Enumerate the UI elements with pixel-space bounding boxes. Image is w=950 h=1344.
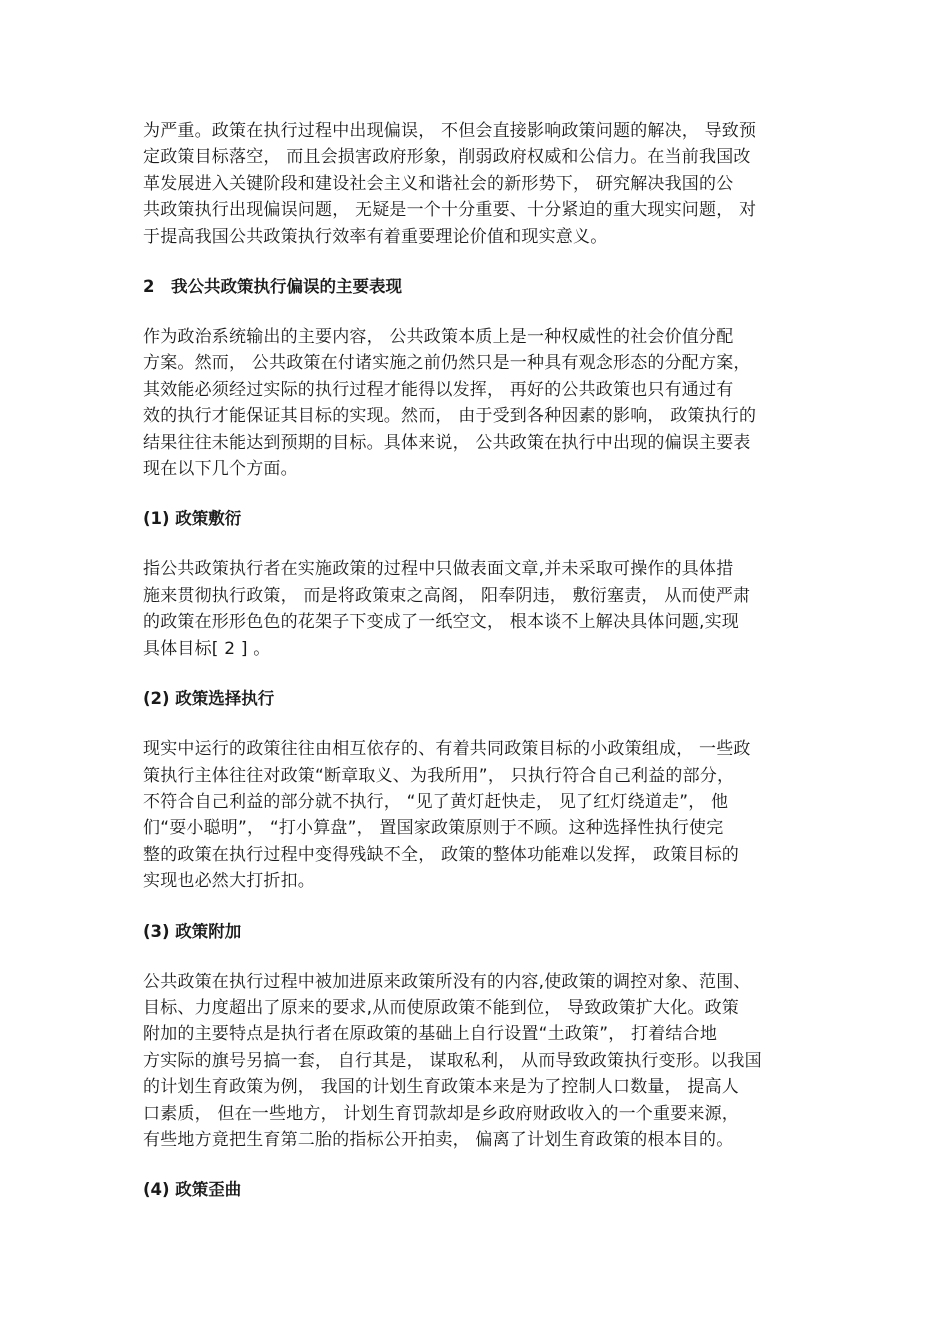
text-line: 现在以下几个方面。: [143, 459, 298, 480]
subsection-heading: (2) 政策选择执行: [143, 689, 275, 709]
text-line: 们“耍小聪明”， “打小算盘”， 置国家政策原则于不顾。这种选择性执行使完: [143, 818, 724, 839]
text-line: 的计划生育政策为例， 我国的计划生育政策本来是为了控制人口数量， 提高人: [143, 1077, 740, 1098]
paragraph-policy-addition: [143, 969, 815, 1154]
text-line: 定政策目标落空， 而且会损害政府形象，削弱政府权威和公信力。在当前我国改: [143, 147, 751, 168]
text-line: 现实中运行的政策往往由相互依存的、有着共同政策目标的小政策组成， 一些政: [143, 739, 751, 760]
subsection-heading: (1) 政策敷衍: [143, 509, 242, 529]
text-line: 共政策执行出现偏误问题， 无疑是一个十分重要、十分紧迫的重大现实问题， 对: [143, 200, 757, 221]
text-line: 为严重。政策在执行过程中出现偏误， 不但会直接影响政策问题的解决， 导致预: [143, 121, 757, 141]
text-line: 革发展进入关键阶段和建设社会主义和谐社会的新形势下， 研究解决我国的公: [143, 173, 734, 194]
text-line: 目标、力度超出了原来的要求,从而使原政策不能到位， 导致政策扩大化。政策: [143, 997, 740, 1018]
text-line: 附加的主要特点是执行者在原政策的基础上自行设置“土政策”， 打着结合地: [143, 1024, 718, 1045]
text-line: 方实际的旗号另搞一套， 自行其是， 谋取私利， 从而导致政策执行变形。以我国: [143, 1050, 762, 1071]
text-line: 不符合自己利益的部分就不执行， “见了黄灯赶快走， 见了红灯绕道走”， 他: [143, 791, 729, 812]
subsection-heading: (4) 政策歪曲: [143, 1180, 242, 1200]
text-line: 实现也必然大打折扣。: [143, 871, 315, 892]
text-line: 其效能必须经过实际的执行过程才能得以发挥， 再好的公共政策也只有通过有: [143, 379, 734, 400]
text-line: 有些地方竟把生育第二胎的指标公开拍卖， 偏离了计划生育政策的根本目的。: [143, 1129, 734, 1150]
text-line: 方案。然而， 公共政策在付诸实施之前仍然只是一种具有观念形态的分配方案，: [143, 353, 751, 374]
paragraph-selective-execution: [143, 736, 815, 894]
section-heading: 2 我公共政策执行偏误的主要表现: [143, 277, 402, 297]
text-line: 结果往往未能达到预期的目标。具体来说， 公共政策在执行中出现的偏误主要表: [143, 432, 751, 453]
text-line: 指公共政策执行者在实施政策的过程中只做表面文章,并未采取可操作的具体措: [143, 559, 734, 580]
subsection-heading: (3) 政策附加: [143, 921, 242, 941]
text-line: 作为政治系统输出的主要内容， 公共政策本质上是一种权威性的社会价值分配: [143, 327, 734, 348]
text-line: 施来贯彻执行政策， 而是将政策束之高阁， 阳奉阴违， 敷衍塞责， 从而使严肃: [143, 585, 751, 606]
text-line: 整的政策在执行过程中变得残缺不全， 政策的整体功能难以发挥， 政策目标的: [143, 844, 740, 865]
text-line: 的政策在形形色色的花架子下变成了一纸空文， 根本谈不上解决具体问题,实现: [143, 612, 740, 633]
text-line: 效的执行才能保证其目标的实现。然而， 由于受到各种因素的影响， 政策执行的: [143, 406, 757, 427]
text-line: 策执行主体往往对政策“断章取义、为我所用”， 只执行符合自己利益的部分，: [143, 765, 735, 786]
text-line: 具体目标[ 2 ] 。: [143, 638, 271, 659]
paragraph-policy-perfunctory: [143, 556, 815, 662]
text-line: 公共政策在执行过程中被加进原来政策所没有的内容,使政策的调控对象、范围、: [143, 971, 751, 992]
text-line: 口素质， 但在一些地方， 计划生育罚款却是乡政府财政收入的一个重要来源，: [143, 1103, 740, 1124]
paragraph-section-intro: [143, 324, 815, 482]
text-line: 于提高我国公共政策执行效率有着重要理论价值和现实意义。: [143, 226, 608, 247]
document-page: [143, 118, 815, 1203]
paragraph-intro-continuation: [143, 118, 815, 250]
